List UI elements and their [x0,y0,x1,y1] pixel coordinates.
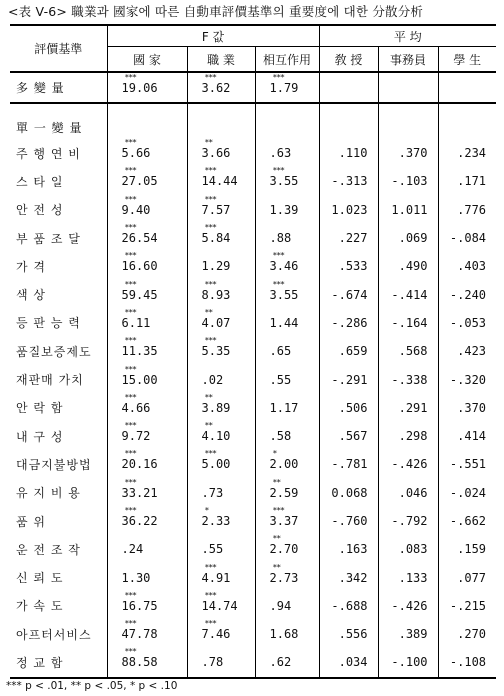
f-value-cell: .94 [255,592,319,620]
multivariate-label: 多 變 量 [10,72,107,103]
f-value-cell: *** 88.58 [107,648,187,677]
univariate-section-row [10,116,496,139]
f-value-cell: *** 5.00 [187,450,255,478]
mean-value-cell: .291 [378,394,438,422]
mean-value-cell: -.100 [378,648,438,677]
f-value-cell: .55 [255,365,319,393]
table-row [10,309,496,337]
row-label: 유 지 비 용 [16,486,81,501]
f-value-cell: *** 3.46 [255,252,319,280]
table-row [10,196,496,224]
f-value-cell: .62 [255,648,319,677]
row-label: 등 판 능 력 [16,316,81,331]
multivariate-f-country: *** 19.06 [107,72,187,103]
row-label: 안 전 성 [16,203,64,218]
row-label: 품질보증제도 [16,344,92,359]
mean-value-cell: .659 [319,337,378,365]
mean-value-cell: -.320 [438,365,496,393]
row-label: 운 전 조 작 [16,542,81,557]
f-value-cell: *** 16.60 [107,252,187,280]
mean-value-cell: -.426 [378,450,438,478]
mean-value-cell: .506 [319,394,378,422]
f-value-cell: ** 3.66 [187,139,255,167]
f-value-cell: *** 27.05 [107,167,187,195]
table-row [10,535,496,563]
row-label: 색 상 [16,288,46,303]
table-row [10,450,496,478]
mean-value-cell: .163 [319,535,378,563]
header-criteria: 評價基準 [10,25,107,72]
mean-value-cell: .556 [319,620,378,648]
mean-value-cell: .567 [319,422,378,450]
mean-value-cell: .423 [438,337,496,365]
mean-value-cell: .034 [319,648,378,677]
f-value-cell: *** 26.54 [107,224,187,252]
row-label: 대금지불방법 [16,457,92,472]
table-row [10,507,496,535]
mean-value-cell: -.760 [319,507,378,535]
f-value-cell: .55 [187,535,255,563]
table-row [10,224,496,252]
mean-value-cell: -.414 [378,280,438,308]
mean-value-cell: -.286 [319,309,378,337]
f-value-cell: .24 [107,535,187,563]
table-row [10,365,496,393]
mean-value-cell: -.662 [438,507,496,535]
row-label: 신 뢰 도 [16,571,64,586]
header-mean-group: 平 均 [319,25,496,47]
mean-value-cell: -.426 [378,592,438,620]
f-value-cell: *** 3.37 [255,507,319,535]
mean-value-cell: .490 [378,252,438,280]
f-value-cell: 1.44 [255,309,319,337]
f-value-cell: *** 36.22 [107,507,187,535]
f-value-cell: *** 5.66 [107,139,187,167]
univariate-label: 單 一 變 量 [16,121,83,135]
mean-value-cell: -.240 [438,280,496,308]
row-label: 재판매 가치 [16,373,84,388]
mean-value-cell: -.338 [378,365,438,393]
row-label: 가 속 도 [16,599,64,614]
f-value-cell: *** 11.35 [107,337,187,365]
mean-value-cell: .533 [319,252,378,280]
f-value-cell: .78 [187,648,255,677]
table-row [10,337,496,365]
row-label: 아프터서비스 [16,627,92,642]
mean-value-cell: .298 [378,422,438,450]
mean-value-cell: -.674 [319,280,378,308]
f-value-cell: ** 4.07 [187,309,255,337]
f-value-cell: * 2.00 [255,450,319,478]
f-value-cell: *** 33.21 [107,479,187,507]
mean-value-cell: .077 [438,563,496,591]
header-f-country: 國 家 [107,47,187,73]
multivariate-row [10,72,496,103]
mean-value-cell: .414 [438,422,496,450]
row-label: 스 타 일 [16,174,64,189]
header-mean-clerk: 事務員 [378,47,438,73]
header-mean-student: 學 生 [438,47,496,73]
f-value-cell: * 2.33 [187,507,255,535]
row-label: 내 구 성 [16,429,64,444]
f-value-cell: .65 [255,337,319,365]
row-label: 주 행 연 비 [16,146,81,161]
f-value-cell: ** 4.10 [187,422,255,450]
f-value-cell: *** 9.40 [107,196,187,224]
f-value-cell: 1.68 [255,620,319,648]
header-f-interaction: 相互作用 [255,47,319,73]
mean-value-cell: .159 [438,535,496,563]
f-value-cell: *** 9.72 [107,422,187,450]
mean-value-cell: .270 [438,620,496,648]
significance-notes: *** p < .01, ** p < .05, * p < .10 [6,680,178,692]
mean-value-cell: .234 [438,139,496,167]
f-value-cell: *** 7.57 [187,196,255,224]
f-value-cell: .73 [187,479,255,507]
mean-value-cell: -.792 [378,507,438,535]
f-value-cell: *** 4.66 [107,394,187,422]
f-value-cell: 1.29 [187,252,255,280]
f-value-cell: .63 [255,139,319,167]
f-value-cell: *** 8.93 [187,280,255,308]
mean-value-cell: -.053 [438,309,496,337]
mean-value-cell: .370 [378,139,438,167]
mean-value-cell: .133 [378,563,438,591]
f-value-cell: *** 59.45 [107,280,187,308]
f-value-cell: *** 16.75 [107,592,187,620]
multivariate-f-occupation: *** 3.62 [187,72,255,103]
table-row [10,139,496,167]
f-value-cell: *** 15.00 [107,365,187,393]
mean-value-cell: .568 [378,337,438,365]
mean-value-cell: -.108 [438,648,496,677]
anova-table [10,24,496,679]
mean-value-cell: -.551 [438,450,496,478]
header-mean-professor: 敎 授 [319,47,378,73]
mean-value-cell: .110 [319,139,378,167]
table-row [10,422,496,450]
f-value-cell: 1.39 [255,196,319,224]
f-value-cell: .02 [187,365,255,393]
f-value-cell: 1.17 [255,394,319,422]
table-row [10,620,496,648]
mean-value-cell: .403 [438,252,496,280]
mean-value-cell: -.024 [438,479,496,507]
mean-value-cell: 1.023 [319,196,378,224]
mean-value-cell: -.781 [319,450,378,478]
header-f-occupation: 職 業 [187,47,255,73]
f-value-cell: *** 3.55 [255,167,319,195]
mean-value-cell: -.688 [319,592,378,620]
table-row [10,592,496,620]
mean-value-cell: .227 [319,224,378,252]
mean-value-cell: -.215 [438,592,496,620]
mean-value-cell: .389 [378,620,438,648]
mean-value-cell: .069 [378,224,438,252]
mean-value-cell: -.291 [319,365,378,393]
f-value-cell: ** 2.59 [255,479,319,507]
mean-value-cell: 1.011 [378,196,438,224]
row-label: 가 격 [16,259,46,274]
f-value-cell: *** 20.16 [107,450,187,478]
mean-value-cell: .083 [378,535,438,563]
mean-value-cell: .046 [378,479,438,507]
table-caption: <表 V-6> 職業과 國家에 따른 自動車評價基準의 重要度에 대한 分散分析 [8,4,424,19]
header-f-group: F 값 [107,25,319,47]
table-row [10,394,496,422]
f-value-cell: ** 3.89 [187,394,255,422]
f-value-cell: *** 4.91 [187,563,255,591]
mean-value-cell: -.084 [438,224,496,252]
mean-value-cell: -.313 [319,167,378,195]
f-value-cell: *** 14.74 [187,592,255,620]
mean-value-cell: -.103 [378,167,438,195]
mean-value-cell: 0.068 [319,479,378,507]
f-value-cell: *** 5.35 [187,337,255,365]
f-value-cell: .88 [255,224,319,252]
multivariate-f-interaction: *** 1.79 [255,72,319,103]
f-value-cell: ** 2.73 [255,563,319,591]
f-value-cell: ** 2.70 [255,535,319,563]
f-value-cell: *** 7.46 [187,620,255,648]
f-value-cell: *** 3.55 [255,280,319,308]
f-value-cell: .58 [255,422,319,450]
table-row [10,280,496,308]
mean-value-cell: .370 [438,394,496,422]
f-value-cell: *** 6.11 [107,309,187,337]
table-row [10,563,496,591]
row-label: 품 위 [16,514,46,529]
row-label: 정 교 함 [10,648,107,677]
table-row [10,167,496,195]
mean-value-cell: .342 [319,563,378,591]
f-value-cell: *** 5.84 [187,224,255,252]
table-row [10,479,496,507]
mean-value-cell: .776 [438,196,496,224]
table-row [10,252,496,280]
f-value-cell: *** 14.44 [187,167,255,195]
row-label: 안 락 함 [16,401,64,416]
row-label: 부 품 조 달 [16,231,81,246]
table-row [10,648,496,677]
mean-value-cell: -.164 [378,309,438,337]
mean-value-cell: .171 [438,167,496,195]
f-value-cell: *** 47.78 [107,620,187,648]
f-value-cell: 1.30 [107,563,187,591]
